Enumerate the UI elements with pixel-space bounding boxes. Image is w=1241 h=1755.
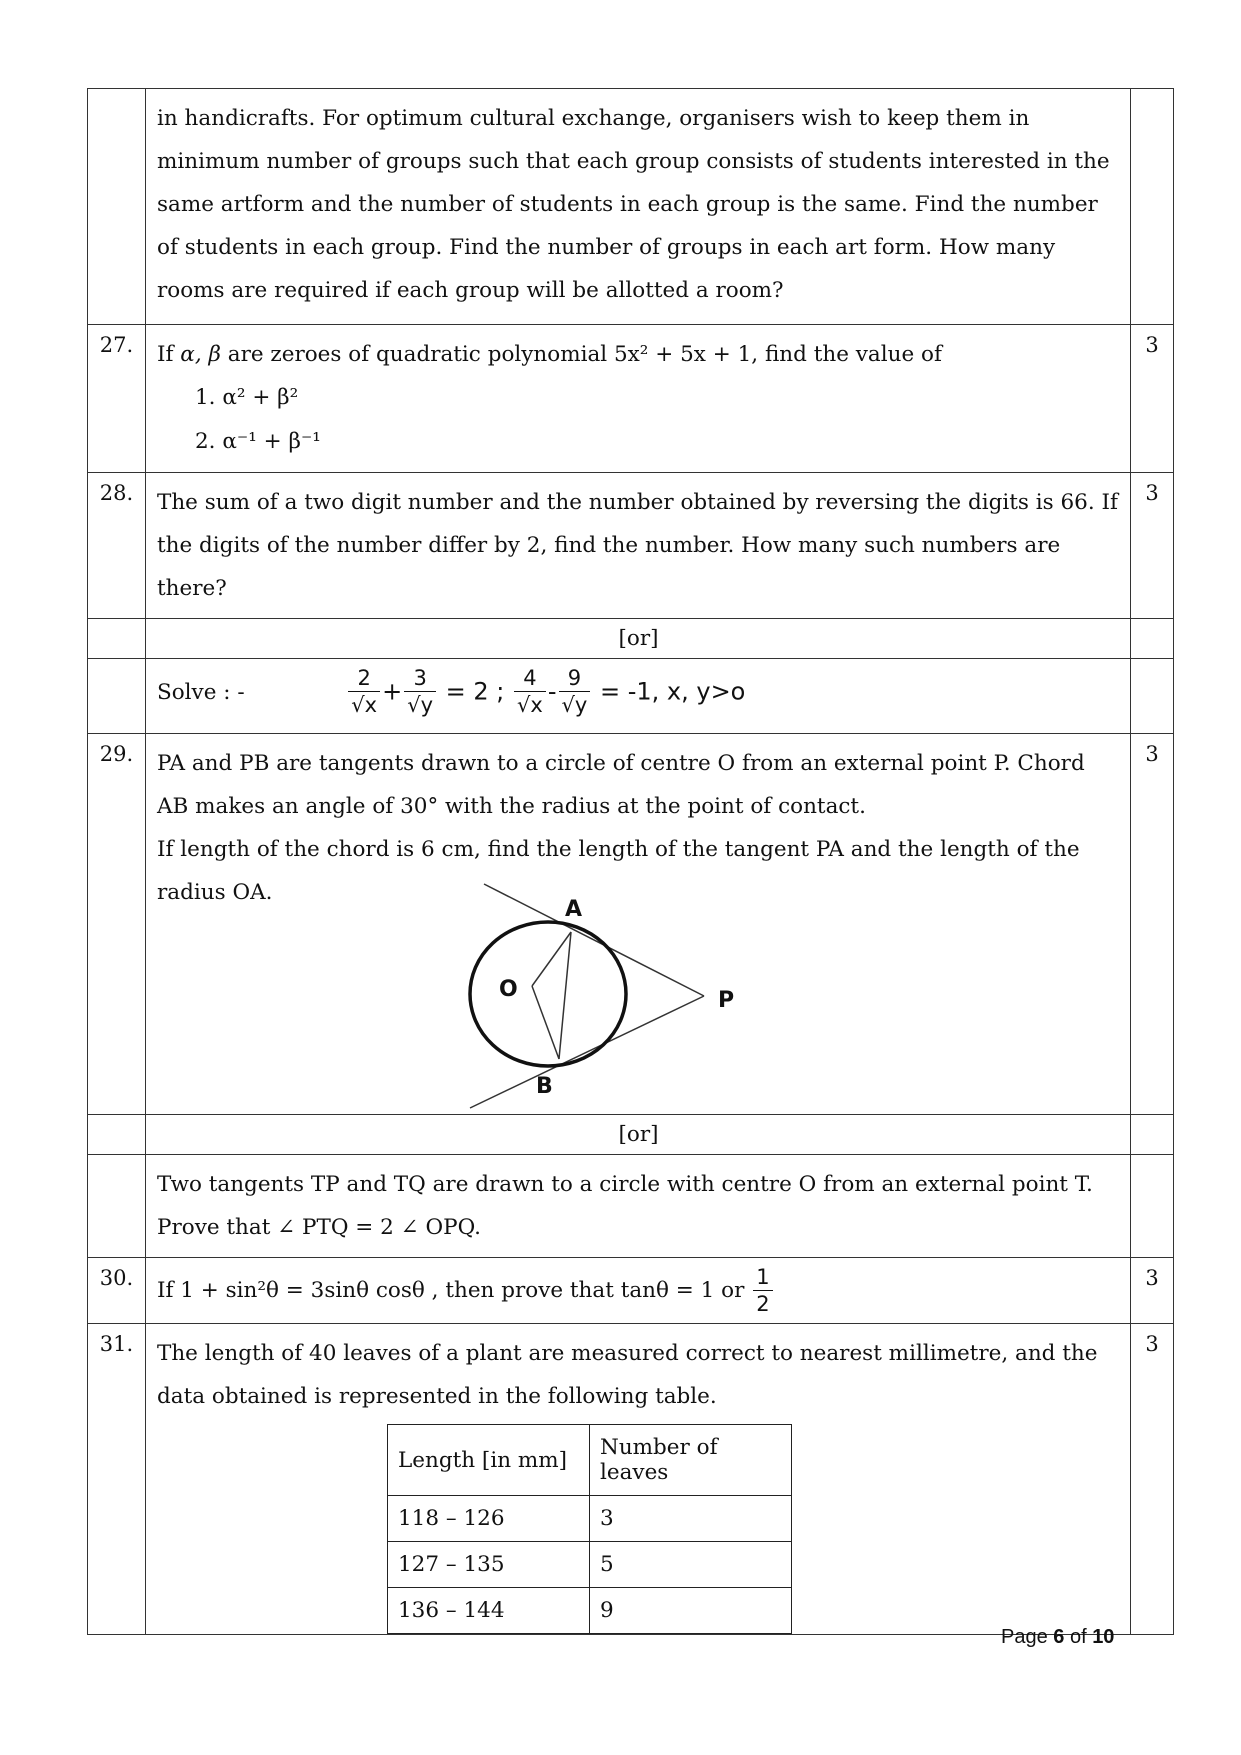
fraction-one-half: $\frac{1}{2}$	[753, 1264, 772, 1317]
table-cell: 5	[590, 1542, 792, 1588]
page-footer: Page 6 of 10	[1001, 1626, 1115, 1648]
q27-number: 27.	[88, 325, 146, 473]
q30-marks: 3	[1131, 1258, 1174, 1324]
column-header-length: Length [in mm]	[388, 1425, 590, 1496]
q29-alt-row	[88, 1155, 1174, 1258]
table-cell: 118 – 126	[388, 1496, 590, 1542]
table-header-row	[388, 1425, 792, 1496]
current-page: 6	[1053, 1626, 1065, 1648]
column-header-count: Number of leaves	[590, 1425, 792, 1496]
q29-or-row	[88, 1115, 1174, 1155]
q29-alt-text: Two tangents TP and TQ are drawn to a circle with centre O from an external point T. Prove that ∠ PTQ = 2 ∠ OPQ.	[146, 1155, 1131, 1258]
q29-row	[88, 734, 1174, 1115]
q29-or: [or]	[146, 1115, 1131, 1155]
question-table	[87, 88, 1174, 1635]
q28-row	[88, 473, 1174, 619]
q31-number: 31.	[88, 1324, 146, 1635]
label-p: P	[718, 988, 735, 1013]
fraction-4-over-root-x: $\frac{4}{√x}$	[514, 665, 546, 718]
fraction-3-over-root-y: $\frac{3}{√y}$	[404, 665, 436, 718]
q27-row	[88, 325, 1174, 473]
q31-row	[88, 1324, 1174, 1635]
q28-solve-row	[88, 659, 1174, 734]
table-cell: 9	[590, 1588, 792, 1634]
q27-item-2: 2. α⁻¹ + β⁻¹	[195, 429, 321, 454]
tangent-line-pb	[470, 996, 704, 1108]
q28-solve	[146, 659, 1131, 734]
label-b: B	[536, 1074, 553, 1099]
q31-text: The length of 40 leaves of a plant are measured correct to nearest millimetre, and the data obtained is represented in the following table.	[157, 1341, 1098, 1409]
q30-text: If 1 + sin²θ = 3sinθ cosθ , then prove that tanθ = 1 or	[157, 1278, 745, 1303]
q29-body	[146, 734, 1131, 1115]
q28-marks: 3	[1131, 473, 1174, 619]
q28-or: [or]	[146, 619, 1131, 659]
q28-text: The sum of a two digit number and the number obtained by reversing the digits is 66. If the digits of the number differ by 2, find the number. How many such numbers are there?	[146, 473, 1131, 619]
table-cell: 3	[590, 1496, 792, 1542]
q27-body	[146, 325, 1131, 473]
total-pages: 10	[1092, 1626, 1115, 1648]
q28-number: 28.	[88, 473, 146, 619]
table-cell: 127 – 135	[388, 1542, 590, 1588]
leaf-length-table	[387, 1424, 792, 1634]
q27-item-1: 1. α² + β²	[195, 385, 299, 410]
q30-body	[146, 1258, 1131, 1324]
table-row	[388, 1542, 792, 1588]
label-a: A	[565, 897, 583, 922]
solve-label: Solve : -	[157, 680, 245, 705]
simultaneous-equations: $\frac{2}{√x}$ + $\frac{3}{√y}$ = 2 ; $\frac{4}{√x}$ - $\frac{9}{√y}$ = -1, x, y>o	[346, 677, 745, 705]
fraction-9-over-root-y: $\frac{9}{√y}$	[559, 665, 591, 718]
circle	[470, 922, 626, 1066]
fraction-2-over-root-x: $\frac{2}{√x}$	[348, 665, 380, 718]
radius-ob	[532, 986, 559, 1059]
chord-ab	[559, 932, 571, 1059]
radius-oa	[532, 932, 571, 986]
q30-number: 30.	[88, 1258, 146, 1324]
table-row	[388, 1496, 792, 1542]
q26-continued-text: in handicrafts. For optimum cultural exchange, organisers wish to keep them in minimum number of groups such that each group consists of students interested in the same artform and the number of students in each group is the same. Find the number of students in each group. Find the number of groups in each art form. How many rooms are required if each group will be allotted a room?	[146, 89, 1131, 325]
q29-text-1: PA and PB are tangents drawn to a circle of centre O from an external point P. Chord AB makes an angle of 30° with the radius at the point of contact.	[157, 751, 1085, 819]
q27-intro: If α, β are zeroes of quadratic polynomial 5x² + 5x + 1, find the value of	[157, 342, 942, 367]
q30-row	[88, 1258, 1174, 1324]
q28-or-row	[88, 619, 1174, 659]
q26-continued-row	[88, 89, 1174, 325]
q29-number: 29.	[88, 734, 146, 1115]
q27-marks: 3	[1131, 325, 1174, 473]
question-paper	[87, 88, 1174, 1635]
table-row	[388, 1588, 792, 1634]
label-o: O	[499, 977, 518, 1002]
tangent-circle-diagram	[462, 876, 772, 1112]
table-cell: 136 – 144	[388, 1588, 590, 1634]
q29-marks: 3	[1131, 734, 1174, 1115]
q31-marks: 3	[1131, 1324, 1174, 1635]
q31-body	[146, 1324, 1131, 1635]
q29-text-2: If length of the chord is 6 cm, find the length of the tangent PA and the length of the radius OA.	[157, 837, 1080, 905]
